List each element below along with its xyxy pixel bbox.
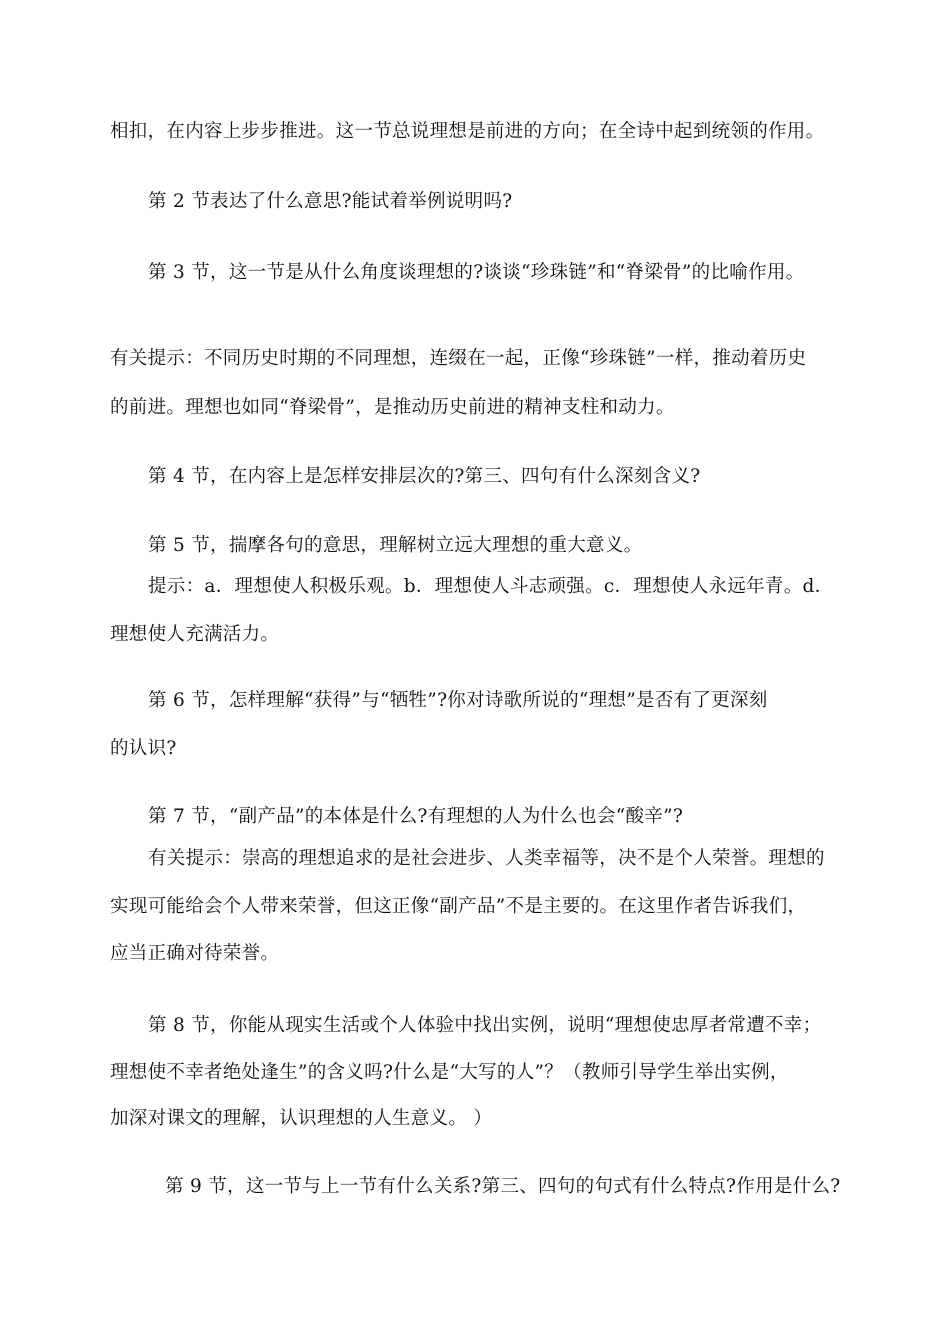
text-line: 有关提示：崇高的理想追求的是社会进步、人类幸福等，决不是个人荣誉。理想的 xyxy=(148,848,825,869)
text-line: 第 7 节，“副产品”的本体是什么?有理想的人为什么也会“酸辛”? xyxy=(148,806,684,827)
text-line: 提示：a．理想使人积极乐观。b．理想使人斗志顽强。c．理想使人永远年青。d． xyxy=(148,576,834,597)
text-line: 有关提示：不同历史时期的不同理想，连缀在一起，正像“珍珠链”一样，推动着历史 xyxy=(110,348,807,369)
text-line: 第 4 节，在内容上是怎样安排层次的?第三、四句有什么深刻含义? xyxy=(148,466,701,487)
text-line: 的认识? xyxy=(110,738,177,759)
text-line: 相扣，在内容上步步推进。这一节总说理想是前进的方向；在全诗中起到统领的作用。 xyxy=(110,121,825,142)
text-line: 实现可能给会个人带来荣誉，但这正像“副产品”不是主要的。在这里作者告诉我们， xyxy=(110,896,807,917)
text-line: 第 9 节，这一节与上一节有什么关系?第三、四句的句式有什么特点?作用是什么? xyxy=(165,1176,841,1197)
text-line: 应当正确对待荣誉。 xyxy=(110,943,280,964)
text-line: 理想使人充满活力。 xyxy=(110,624,280,645)
text-line: 第 5 节，揣摩各句的意思，理解树立远大理想的重大意义。 xyxy=(148,535,643,556)
text-line: 理想使不幸者绝处逢生”的含义吗?什么是“大写的人”？（教师引导学生举出实例， xyxy=(110,1062,789,1083)
text-line: 加深对课文的理解，认识理想的人生意义。 ） xyxy=(110,1108,493,1129)
text-line: 第 6 节，怎样理解“获得”与“牺牲”?你对诗歌所说的“理想”是否有了更深刻 xyxy=(148,690,768,711)
text-line: 第 2 节表达了什么意思?能试着举例说明吗? xyxy=(148,191,513,212)
text-line: 的前进。理想也如同“脊梁骨”，是推动历史前进的精神支柱和动力。 xyxy=(110,397,675,418)
text-line: 第 8 节，你能从现实生活或个人体验中找出实例，说明“理想使忠厚者常遭不幸； xyxy=(148,1015,822,1036)
text-line: 第 3 节，这一节是从什么角度谈理想的?谈谈“珍珠链”和“脊梁骨”的比喻作用。 xyxy=(148,262,805,283)
